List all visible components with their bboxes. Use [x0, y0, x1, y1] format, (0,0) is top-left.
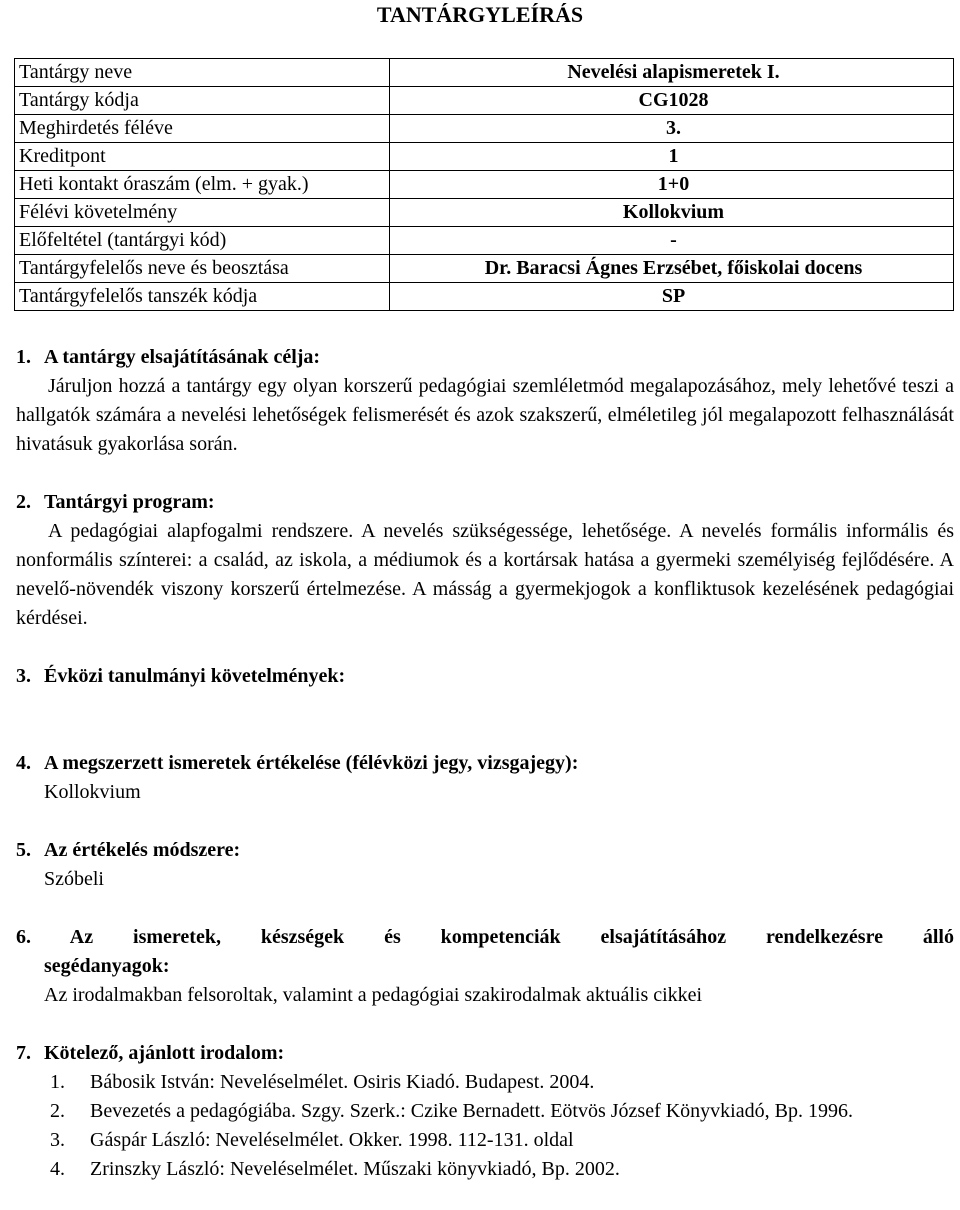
section-text: Az irodalmakban felsoroltak, valamint a pedagógiai szakirodalmak aktuális cikkei — [44, 984, 703, 1006]
section-title: A megszerzett ismeretek értékelése (félévközi jegy, vizsgajegy): — [44, 752, 579, 774]
row-value: Kollokvium — [390, 199, 954, 227]
section-number: 4. — [16, 752, 31, 774]
table-row — [15, 143, 954, 171]
section-number: 7. — [16, 1042, 31, 1064]
row-label: Tantárgy neve — [15, 59, 390, 87]
page-title: TANTÁRGYLEÍRÁS — [376, 2, 584, 27]
reference-number: 2. — [50, 1100, 65, 1122]
section-evaluation — [16, 749, 954, 807]
row-value: 1+0 — [390, 171, 954, 199]
row-value: Nevelési alapismeretek I. — [390, 59, 954, 87]
table-row — [15, 115, 954, 143]
section-requirements — [16, 662, 954, 691]
row-label: Kreditpont — [15, 143, 390, 171]
list-item — [16, 1068, 954, 1097]
course-info-table — [14, 58, 954, 311]
row-value: CG1028 — [390, 87, 954, 115]
row-value: SP — [390, 283, 954, 311]
section-text: A pedagógiai alapfogalmi rendszere. A nevelés szükségessége, lehetősége. A nevelés formális informális és nonformális színterei: a család, az iskola, a médiumok és a kortársak hatása a gyermeki személyiség fejlődésére. A nevelő-növendék viszony korszerű értelmezése. A másság a gyermekjogok a konfliktusok kezelésének pedagógiai kérdései. — [16, 520, 954, 629]
row-label: Meghirdetés féléve — [15, 115, 390, 143]
section-title: Évközi tanulmányi követelmények: — [44, 665, 346, 687]
list-item — [16, 1097, 954, 1126]
section-heading — [16, 836, 954, 865]
section-text: Járuljon hozzá a tantárgy egy olyan korszerű pedagógiai szemléletmód megalapozásához, mely lehetővé teszi a hallgatók számára a nevelési lehetőségek felismerését és azok szakszerű, elméletileg jól megalapozott felhasználását hivatásuk gyakorlása során. — [16, 375, 954, 455]
section-text: Kollokvium — [44, 781, 141, 803]
row-value: - — [390, 227, 954, 255]
row-value: 1 — [390, 143, 954, 171]
section-heading — [16, 662, 954, 691]
section-title-continued: segédanyagok: — [44, 955, 170, 977]
row-value: Dr. Baracsi Ágnes Erzsébet, főiskolai docens — [390, 255, 954, 283]
table-row — [15, 59, 954, 87]
row-label: Tantárgy kódja — [15, 87, 390, 115]
section-number: 5. — [16, 839, 31, 861]
section-title: Tantárgyi program: — [44, 491, 215, 513]
section-number: 6. — [16, 926, 31, 948]
section-program — [16, 488, 954, 633]
reference-number: 4. — [50, 1158, 65, 1180]
reference-text: Gáspár László: Neveléselmélet. Okker. 1998. 112-131. oldal — [90, 1129, 574, 1151]
course-sections — [16, 343, 954, 1184]
row-label: Tantárgyfelelős tanszék kódja — [15, 283, 390, 311]
row-label: Félévi követelmény — [15, 199, 390, 227]
reference-number: 1. — [50, 1071, 65, 1093]
section-number: 1. — [16, 346, 31, 368]
table-row — [15, 255, 954, 283]
section-materials — [16, 923, 954, 1010]
table-row — [15, 283, 954, 311]
section-title: Az ismeretek, készségek és kompetenciák elsajátításához rendelkezésre álló — [69, 926, 954, 948]
section-heading — [16, 343, 954, 372]
section-heading — [16, 923, 954, 952]
row-value: 3. — [390, 115, 954, 143]
section-literature — [16, 1039, 954, 1184]
section-text: Szóbeli — [44, 868, 104, 890]
section-goal — [16, 343, 954, 459]
row-label: Tantárgyfelelős neve és beosztása — [15, 255, 390, 283]
list-item — [16, 1155, 954, 1184]
section-heading — [16, 749, 954, 778]
section-number: 3. — [16, 665, 31, 687]
table-row — [15, 199, 954, 227]
section-title: Az értékelés módszere: — [44, 839, 241, 861]
list-item — [16, 1126, 954, 1155]
reference-number: 3. — [50, 1129, 65, 1151]
section-number: 2. — [16, 491, 31, 513]
table-row — [15, 171, 954, 199]
section-heading — [16, 488, 954, 517]
table-row — [15, 227, 954, 255]
section-heading — [16, 1039, 954, 1068]
section-title: Kötelező, ajánlott irodalom: — [44, 1042, 285, 1064]
reference-text: Bevezetés a pedagógiába. Szgy. Szerk.: Czike Bernadett. Eötvös József Könyvkiadó, Bp. 1996. — [90, 1100, 853, 1122]
reference-text: Bábosik István: Neveléselmélet. Osiris Kiadó. Budapest. 2004. — [90, 1071, 595, 1093]
row-label: Előfeltétel (tantárgyi kód) — [15, 227, 390, 255]
row-label: Heti kontakt óraszám (elm. + gyak.) — [15, 171, 390, 199]
section-title: A tantárgy elsajátításának célja: — [44, 346, 321, 368]
reference-list — [16, 1068, 954, 1184]
reference-text: Zrinszky László: Neveléselmélet. Műszaki könyvkiadó, Bp. 2002. — [90, 1158, 620, 1180]
table-row — [15, 87, 954, 115]
section-method — [16, 836, 954, 894]
